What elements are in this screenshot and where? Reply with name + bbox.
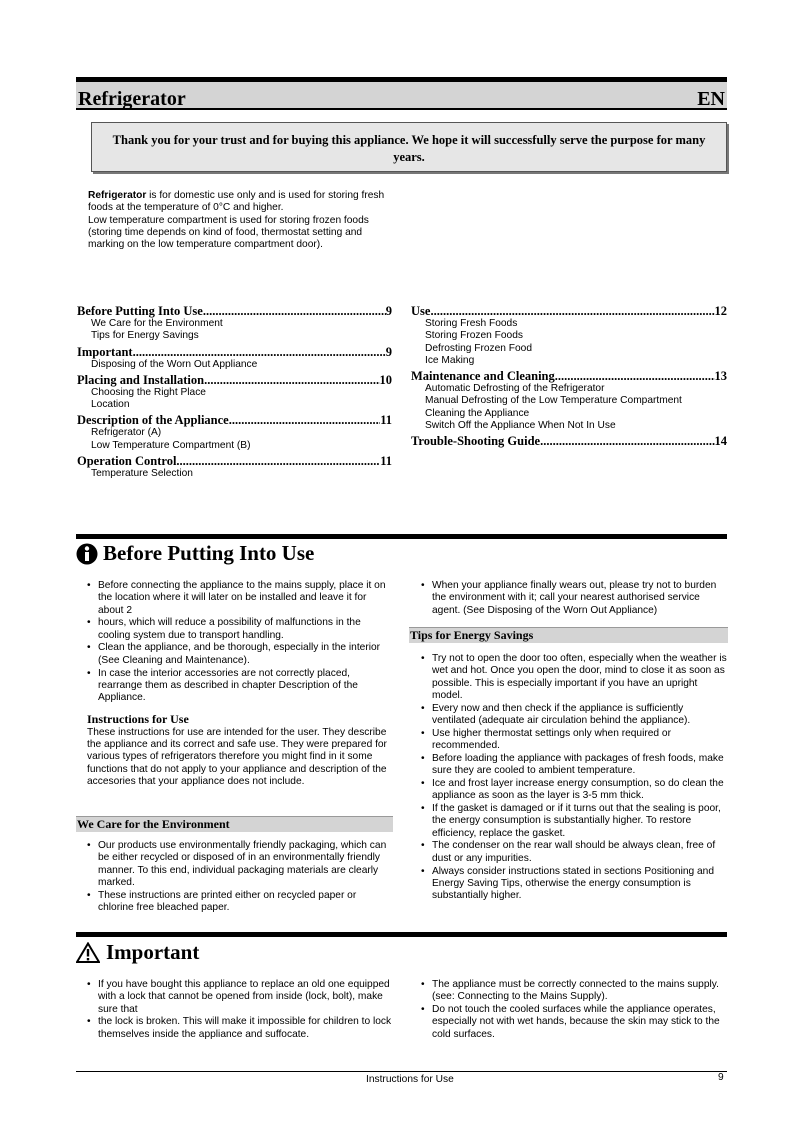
- bullet-item: • In case the interior accessories are not correctly placed, rearrange them as described in chapter Description of the Appliance.: [86, 668, 392, 705]
- toc-subentry: Manual Defrosting of the Low Temperature Compartment: [425, 395, 682, 407]
- intro-text: [88, 190, 398, 251]
- bullet-item: • Every now and then check if the appliance is sufficiently ventilated (adequate air circulation behind the appliance).: [420, 703, 727, 728]
- instructions-subhead: Instructions for Use: [87, 712, 189, 727]
- bullet-item: • These instructions are printed either on recycled paper or chlorine free bleached paper.: [86, 890, 392, 915]
- warning-icon: [76, 942, 100, 963]
- tips-bullets: [420, 653, 727, 902]
- intro-line-1: is for domestic use only and is used for storing fresh foods at the temperature of 0°C and higher.: [88, 190, 385, 214]
- toc-subentry: We Care for the Environment: [91, 318, 223, 329]
- environment-subhead: We Care for the Environment: [76, 816, 393, 832]
- page-header: [76, 77, 727, 110]
- bullet-item: • Before loading the appliance with packages of fresh foods, make sure they are cooled to ambient temperature.: [420, 753, 727, 778]
- toc-entry-page: 14: [714, 434, 727, 449]
- toc-subentry: Refrigerator (A): [91, 427, 162, 439]
- tips-column: [420, 653, 727, 903]
- info-icon: [76, 543, 98, 565]
- toc-entry-title: Description of the Appliance: [77, 413, 229, 428]
- bullet-item: • hours, which will reduce a possibility of malfunctions in the cooling system due to transport handling.: [86, 617, 392, 642]
- toc-entry: [77, 304, 392, 318]
- thank-you-box: Thank you for your trust and for buying this appliance. We hope it will successfully serve the purpose for many years.: [91, 122, 727, 172]
- before-right-bullets: [420, 580, 727, 617]
- language-code: EN: [697, 88, 725, 110]
- important-left-bullets: [86, 979, 392, 1041]
- toc-entry-title: Trouble-Shooting Guide: [411, 434, 541, 449]
- toc-subentry: Ice Making: [425, 354, 475, 366]
- toc-subentry: Automatic Defrosting of the Refrigerator: [425, 383, 605, 395]
- bullet-item: • Always consider instructions stated in sections Positioning and Energy Saving Tips, otherwise the energy consumption is substantially higher.: [420, 866, 727, 903]
- toc-entry-page: 12: [714, 304, 727, 318]
- toc-subentry: Cleaning the Appliance: [425, 407, 530, 419]
- toc-leader-dots: [176, 454, 380, 468]
- important-title-text: Important: [106, 940, 200, 964]
- toc-subentry: Switch Off the Appliance When Not In Use: [425, 420, 616, 432]
- toc-subentry: Storing Fresh Foods: [425, 318, 518, 329]
- toc-leader-dots: [229, 413, 380, 427]
- important-left-column: [86, 979, 392, 1041]
- toc-entry: [77, 454, 392, 468]
- bullet-item: • Clean the appliance, and be thorough, especially in the interior (See Cleaning and Maintenance).: [86, 642, 392, 667]
- toc-entry-title: Placing and Installation: [77, 372, 205, 387]
- section-rule-before: [76, 534, 727, 539]
- instructions-text: These instructions for use are intended for the user. They describe the appliance and its correct and safe use. They were prepared for various types of refrigerators therefore you might find in it some functions that do not apply to your appliance and description of the accesories that your appliance does not include.: [87, 726, 387, 787]
- toc-subentry: Disposing of the Worn Out Appliance: [91, 358, 258, 370]
- page-number: 9: [718, 1072, 724, 1083]
- toc-entry-title: Maintenance and Cleaning: [411, 369, 555, 384]
- toc-entry: [411, 434, 727, 448]
- bullet-item: • Our products use environmentally friendly packaging, which can be either recycled or disposed of in an environmentally friendly manner. To this end, individual packaging materials are clearly marked.: [86, 840, 392, 889]
- important-right-bullets: [420, 979, 727, 1041]
- bullet-item: • Do not touch the cooled surfaces while the appliance operates, especially not with wet hands, because the skin may stick to the cold surfaces.: [420, 1004, 727, 1041]
- environment-bullets: [86, 840, 392, 914]
- before-right-column: [420, 580, 727, 617]
- bullet-item: • The appliance must be correctly connected to the mains supply. (see: Connecting to the Mains Supply).: [420, 979, 727, 1004]
- toc-entry-page: 9: [385, 304, 392, 318]
- toc-entry: [411, 369, 727, 383]
- toc-entry-title: Before Putting Into Use: [77, 304, 203, 318]
- tips-subhead: Tips for Energy Savings: [409, 627, 728, 643]
- section-title-before: [76, 541, 314, 566]
- toc-entry-page: 9: [385, 344, 392, 359]
- toc-entry-page: 11: [380, 454, 392, 469]
- toc-entry: [77, 413, 392, 427]
- toc-right-column: [411, 302, 727, 448]
- bullet-item: • If the gasket is damaged or if it turns out that the sealing is poor, the energy consumption is substantially higher. To restore efficiency, replace the gasket.: [420, 803, 727, 840]
- toc-subentry: Storing Frozen Foods: [425, 330, 523, 342]
- intro-line-2: Low temperature compartment is used for storing frozen foods (storing time depends on kind of food, thermostat setting and marking on the low temperature compartment door).: [88, 214, 369, 251]
- before-title-text: Before Putting Into Use: [103, 541, 315, 565]
- bullet-item: • Ice and frost layer increase energy consumption, so do clean the appliance as soon as the layer is 3-5 mm thick.: [420, 778, 727, 803]
- before-left-bullets: [86, 580, 392, 704]
- toc-entry-title: Important: [77, 344, 133, 359]
- bullet-item: • If you have bought this appliance to replace an old one equipped with a lock that cannot be opened from inside (lock, bolt), make sure that: [86, 979, 392, 1016]
- toc-entry: [411, 304, 727, 318]
- bullet-item: • Try not to open the door too often, especially when the weather is wet and hot. Once you open the door, mind to close it as soon as possible. This is especially important if you have an upright model.: [420, 653, 727, 702]
- toc-entry-page: 10: [379, 372, 392, 387]
- toc-subentry: Low Temperature Compartment (B): [91, 439, 251, 451]
- toc-subentry: Choosing the Right Place: [91, 386, 206, 398]
- toc-subentry: Location: [91, 399, 130, 411]
- bullet-item: • Use higher thermostat settings only when required or recommended.: [420, 728, 727, 753]
- before-left-column: [86, 580, 392, 788]
- toc-leader-dots: [204, 373, 379, 387]
- toc-leader-dots: [555, 369, 715, 383]
- section-rule-important: [76, 932, 727, 937]
- bullet-item: • The condenser on the rear wall should be always clean, free of dust or any impurities.: [420, 840, 727, 865]
- toc-entry-page: 11: [380, 413, 392, 428]
- toc-entry: [77, 373, 392, 387]
- bullet-item: • When your appliance finally wears out, please try not to burden the environment with it; call your nearest authorised service agent. (See Disposing of the Worn Out Appliance): [420, 580, 727, 617]
- toc-leader-dots: [133, 345, 386, 359]
- document-title: Refrigerator: [78, 88, 186, 110]
- toc-left-column: [77, 302, 392, 480]
- footer-rule: [76, 1071, 727, 1072]
- toc-entry-page: 13: [714, 369, 727, 384]
- environment-column: [86, 840, 392, 915]
- toc-subentry: Temperature Selection: [91, 468, 193, 480]
- intro-bold-lead: Refrigerator: [88, 190, 147, 201]
- section-title-important: [76, 940, 199, 965]
- important-right-column: [420, 979, 727, 1041]
- toc-leader-dots: [430, 304, 714, 318]
- toc-leader-dots: [540, 434, 714, 448]
- footer-text: Instructions for Use: [366, 1074, 454, 1085]
- toc-entry-title: Use: [411, 304, 431, 318]
- bullet-item: • the lock is broken. This will make it impossible for children to lock themselves inside the appliance and suffocate.: [86, 1016, 392, 1041]
- toc-subentry: Tips for Energy Savings: [91, 330, 199, 342]
- toc-entry-title: Operation Control: [77, 454, 177, 469]
- toc-subentry: Defrosting Frozen Food: [425, 342, 533, 354]
- toc-leader-dots: [203, 304, 386, 318]
- bullet-item: • Before connecting the appliance to the mains supply, place it on the location where it will later on be installed and leave it for about 2: [86, 580, 392, 617]
- toc-entry: [77, 345, 392, 359]
